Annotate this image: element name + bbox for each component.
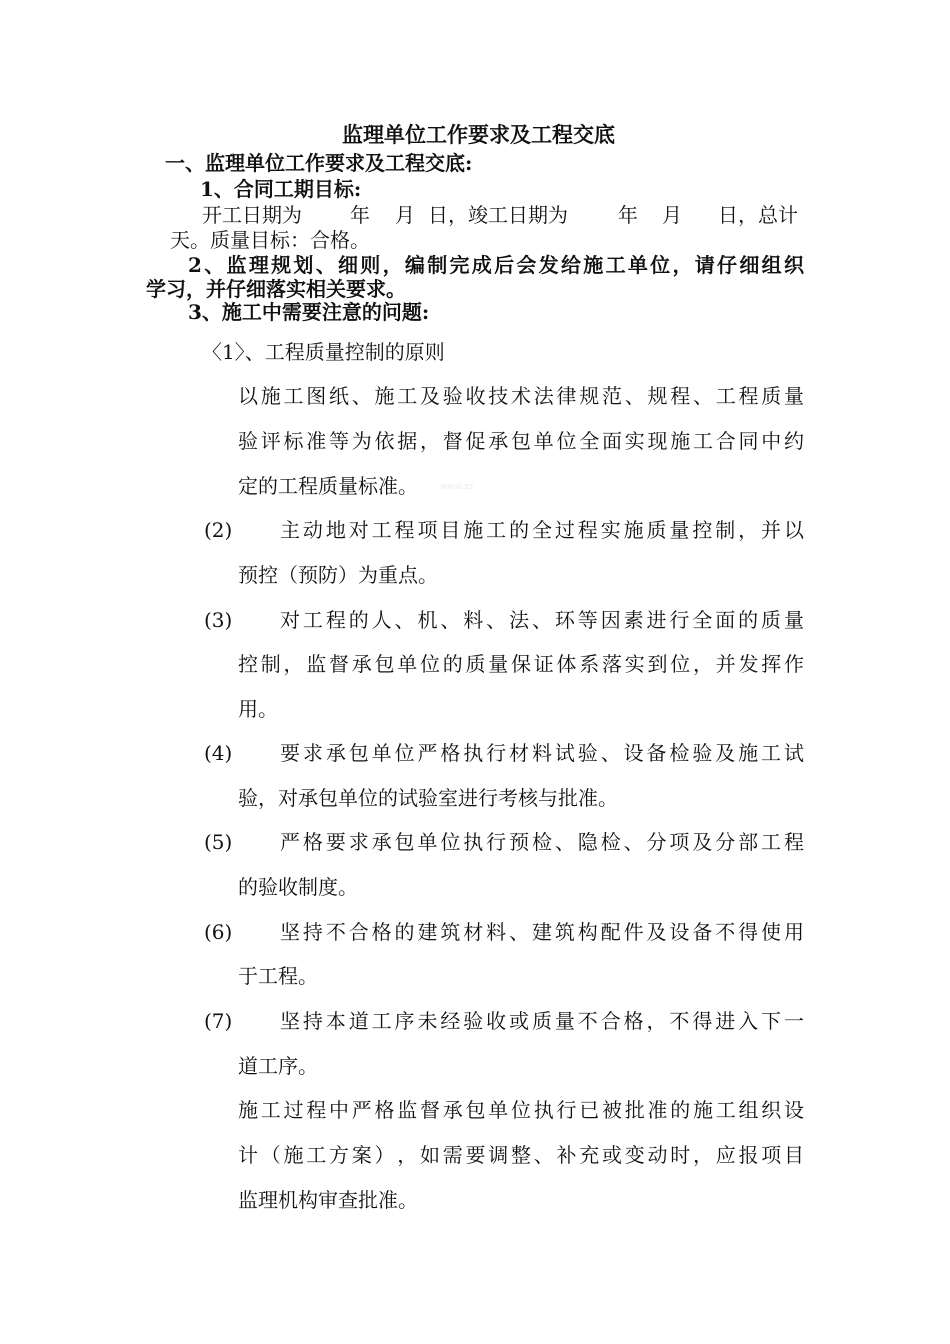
- point-4-number: (4): [204, 741, 233, 765]
- document-title: 监理单位工作要求及工程交底: [342, 122, 615, 147]
- point-7-line: 道工序。: [238, 1054, 318, 1078]
- year-label-1: 年: [350, 203, 370, 227]
- start-date-label: 开工日期为: [202, 203, 302, 227]
- sub-1-line: 定的工程质量标准。: [238, 474, 418, 498]
- year-label-2: 年: [618, 203, 638, 227]
- final-paragraph-line: 施 工 过 程 中 严 格 监 督 承 包 单 位 执 行 已 被 批 准 的 施 工 组 织 设: [238, 1098, 804, 1122]
- point-5-line: 严 格 要 求 承 包 单 位 执 行 预 检 、 隐 检 、 分 项 及 分 部 工 程: [280, 830, 804, 854]
- month-label-1: 月: [395, 203, 415, 227]
- item-2-line-2: 学习，并仔细落实相关要求。: [146, 277, 406, 301]
- point-5-number: (5): [204, 830, 233, 854]
- point-3-line: 用。: [238, 697, 278, 721]
- section-1-heading: 一、监理单位工作要求及工程交底:: [165, 151, 473, 175]
- sub-1-line: 以 施 工 图 纸 、 施 工 及 验 收 技 术 法 律 规 范 、 规 程 、 工 程 质 量: [238, 384, 804, 408]
- total-days-label: 日，总计: [718, 203, 798, 227]
- point-2-line: 预控（预防）为重点。: [238, 563, 438, 587]
- point-5-line: 的验收制度。: [238, 875, 358, 899]
- item-2-line-1: 2 、 监 理 规 划 、 细 则 ， 编 制 完 成 后 会 发 给 施 工 单 位 ， 请 仔 细 组 织: [188, 253, 804, 277]
- month-label-2: 月: [662, 203, 682, 227]
- point-7-line: 坚 持 本 道 工 序 未 经 验 收 或 质 量 不 合 格 ， 不 得 进 入 下 一: [280, 1009, 804, 1033]
- point-2-number: (2): [204, 518, 233, 542]
- point-3-line: 控 制 ， 监 督 承 包 单 位 的 质 量 保 证 体 系 落 实 到 位 ， 并 发 挥 作: [238, 652, 804, 676]
- sub-1-heading: 〈1〉、工程质量控制的原则: [202, 340, 445, 364]
- final-paragraph-line: 计 （ 施 工 方 案 ） ， 如 需 要 调 整 、 补 充 或 变 动 时 ， 应 报 项 目: [238, 1143, 804, 1167]
- point-4-line: 验，对承包单位的试验室进行考核与批准。: [238, 786, 618, 810]
- item-3-heading: 3、施工中需要注意的问题:: [188, 300, 430, 324]
- item-1-line-2: 天。质量目标：合格。: [170, 228, 370, 252]
- watermark-text: www.zz: [440, 482, 474, 492]
- point-6-line: 坚 持 不 合 格 的 建 筑 材 料 、 建 筑 构 配 件 及 设 备 不 得 使 用: [280, 920, 804, 944]
- point-7-number: (7): [204, 1009, 233, 1033]
- sub-1-line: 验 评 标 准 等 为 依 据 ， 督 促 承 包 单 位 全 面 实 现 施 工 合 同 中 约: [238, 429, 804, 453]
- point-3-number: (3): [204, 608, 233, 632]
- completion-date-label: 日，竣工日期为: [428, 203, 568, 227]
- point-3-line: 对 工 程 的 人 、 机 、 料 、 法 、 环 等 因 素 进 行 全 面 的 质 量: [280, 608, 804, 632]
- point-6-line: 于工程。: [238, 964, 318, 988]
- point-2-line: 主 动 地 对 工 程 项 目 施 工 的 全 过 程 实 施 质 量 控 制 ， 并 以: [280, 518, 804, 542]
- point-6-number: (6): [204, 920, 233, 944]
- item-1-heading: 1、合同工期目标:: [200, 177, 362, 201]
- final-paragraph-line: 监理机构审查批准。: [238, 1188, 418, 1212]
- point-4-line: 要 求 承 包 单 位 严 格 执 行 材 料 试 验 、 设 备 检 验 及 施 工 试: [280, 741, 804, 765]
